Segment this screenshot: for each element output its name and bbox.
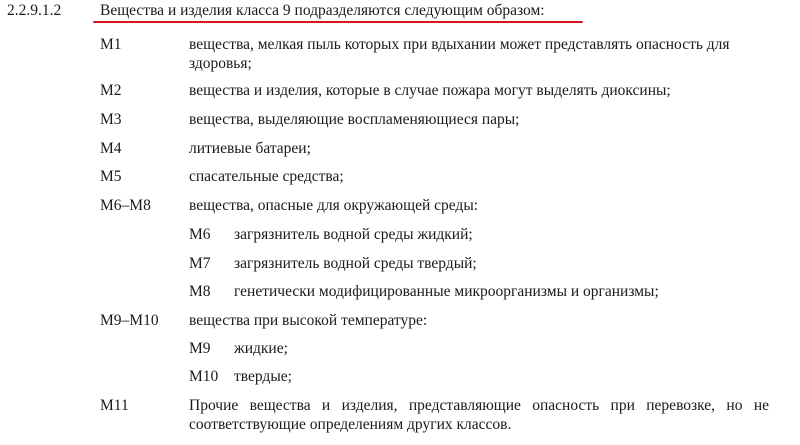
subitem-text-m10: твердые; <box>234 368 292 385</box>
subitem-code-m6: M6 <box>189 226 211 243</box>
heading-underline <box>93 21 583 23</box>
item-text-m6-m8: вещества, опасные для окружающей среды: <box>189 197 479 214</box>
item-text-m11: Прочие вещества и изделия, представляющие опасность при перевозке, но не соответствующие определениям других классов. <box>189 397 769 433</box>
subitem-code-m9: M9 <box>189 340 211 357</box>
item-code-m5: M5 <box>100 168 122 185</box>
subitem-code-m10: M10 <box>189 368 219 385</box>
item-text-m2: вещества и изделия, которые в случае пожара могут выделять диоксины; <box>189 82 671 99</box>
subitem-text-m9: жидкие; <box>234 340 288 357</box>
subitem-text-m7: загрязнитель водной среды твердый; <box>234 255 477 272</box>
section-heading: Вещества и изделия класса 9 подразделяются следующим образом: <box>100 2 545 19</box>
item-text-m5: спасательные средства; <box>189 168 344 185</box>
item-text-m4: литиевые батареи; <box>189 140 311 157</box>
item-code-m9-m10: M9–M10 <box>100 312 159 329</box>
item-code-m3: M3 <box>100 111 122 128</box>
section-number: 2.2.9.1.2 <box>7 2 62 19</box>
item-text-m1: вещества, мелкая пыль которых при вдыхании может представлять опасность для здоровья; <box>189 36 730 72</box>
item-text-m9-m10: вещества при высокой температуре: <box>189 312 428 329</box>
subitem-code-m8: M8 <box>189 283 211 300</box>
subitem-code-m7: M7 <box>189 255 211 272</box>
item-code-m1: M1 <box>100 36 122 53</box>
item-code-m11: M11 <box>100 397 129 414</box>
subitem-text-m6: загрязнитель водной среды жидкий; <box>234 226 473 243</box>
item-code-m2: M2 <box>100 82 122 99</box>
subitem-text-m8: генетически модифицированные микроорганизмы и организмы; <box>234 283 659 300</box>
item-code-m4: M4 <box>100 140 122 157</box>
item-code-m6-m8: M6–M8 <box>100 197 151 214</box>
item-text-m3: вещества, выделяющие воспламеняющиеся пары; <box>189 111 520 128</box>
